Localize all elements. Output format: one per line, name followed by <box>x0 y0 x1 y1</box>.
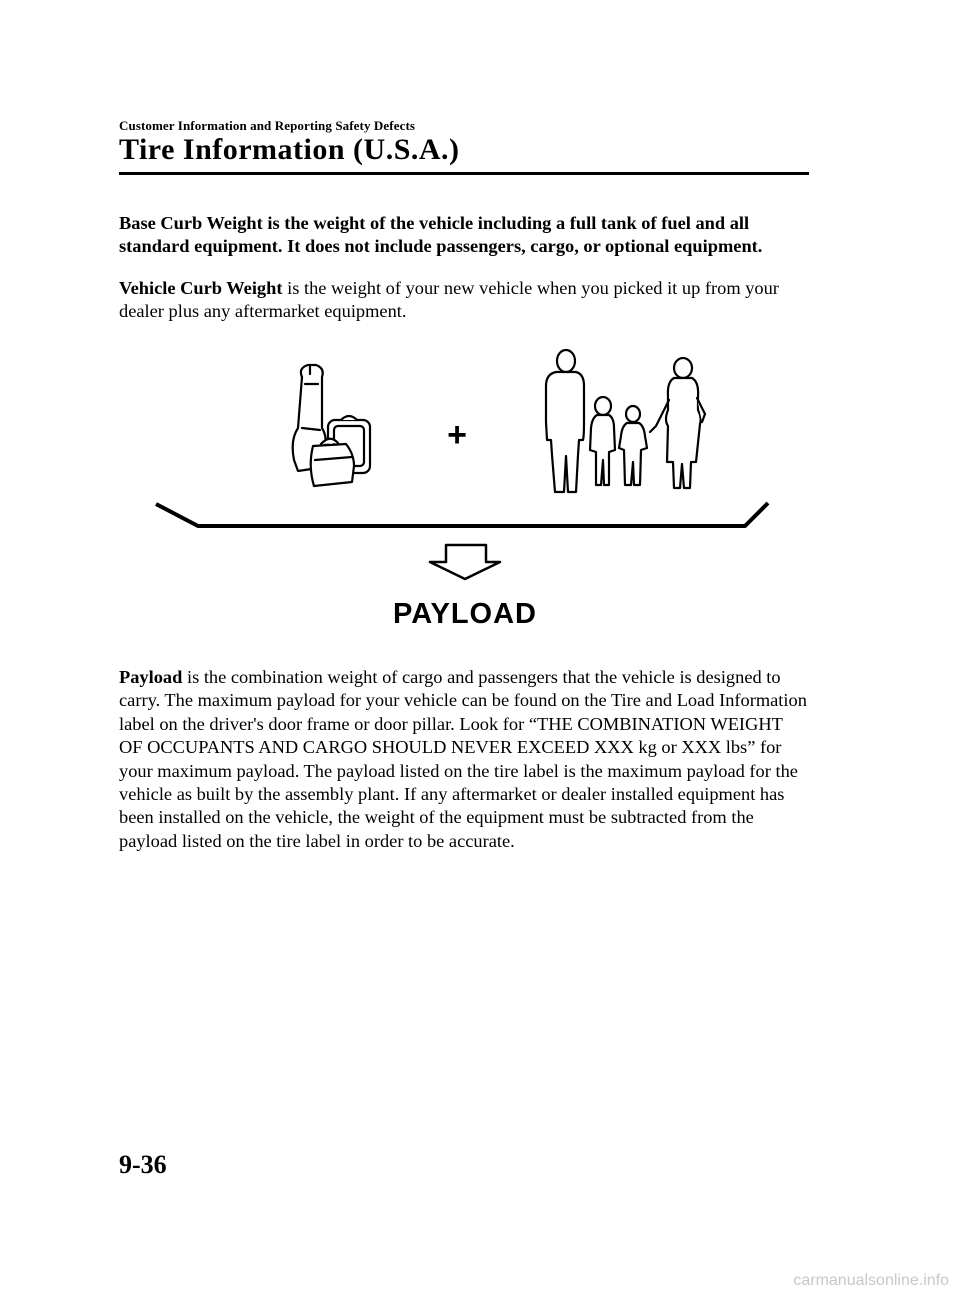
down-arrow-icon <box>430 545 500 579</box>
section-label: Customer Information and Reporting Safety Defects <box>119 118 416 133</box>
payload-paragraph <box>119 666 809 853</box>
watermark: carmanualsonline.info <box>793 1272 949 1289</box>
payload-text: is the combination weight of cargo and passengers that the vehicle is designed to carry. The maximum payload for your vehicle can be found on the Tire and Load Information label on the driver's door frame or door pillar. Look for “THE COMBINATION WEIGHT OF OCCUPANTS AND CARGO SHOULD NEVER EXCEED XXX kg or XXX lbs” for your maximum payload. The payload listed on the tire label is the maximum payload for the vehicle as built by the assembly plant. If any aftermarket or dealer installed equipment has been installed on the vehicle, the weight of the equipment must be subtracted from the payload listed on the tire label in order to be accurate. <box>119 667 807 851</box>
bracket <box>156 503 768 526</box>
payload-figure <box>150 340 780 640</box>
payload-term: Payload <box>119 667 183 687</box>
vehicle-curb-weight-text: is the weight of your new vehicle when you picked it up from your dealer plus any aftermarket equipment. <box>119 278 779 322</box>
payload-label: PAYLOAD <box>393 598 537 630</box>
page-title: Tire Information (U.S.A.) <box>119 133 460 166</box>
base-curb-weight-paragraph: Base Curb Weight is the weight of the vehicle including a full tank of fuel and all standard equipment. It does not include passengers, cargo, or optional equipment. <box>119 213 763 257</box>
luggage-icon <box>293 365 370 486</box>
vehicle-curb-weight-paragraph <box>119 277 809 324</box>
plus-sign: + <box>447 416 467 454</box>
family-icon <box>546 350 705 492</box>
page-number: 9-36 <box>119 1150 167 1179</box>
vehicle-curb-weight-term: Vehicle Curb Weight <box>119 278 283 298</box>
payload-diagram <box>150 340 780 640</box>
header-rule <box>119 172 809 175</box>
